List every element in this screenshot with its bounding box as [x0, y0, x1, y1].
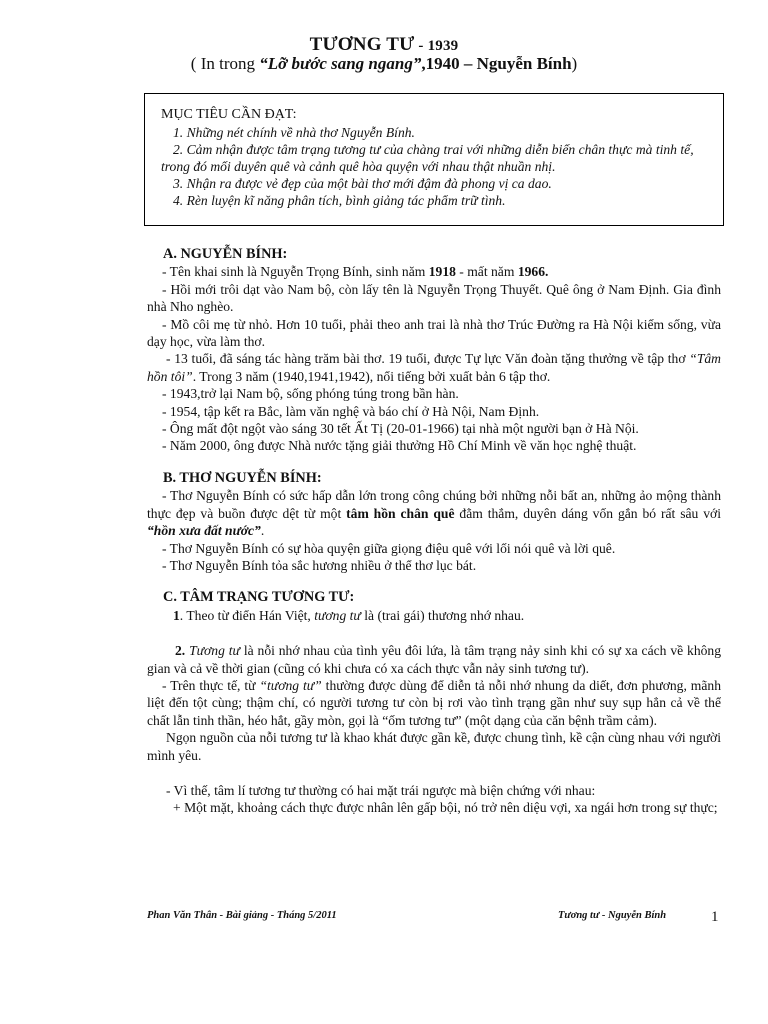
paragraph: - Năm 2000, ông được Nhà nước tặng giải thưởng Hồ Chí Minh về văn học nghệ thuật. [162, 438, 637, 454]
paragraph: - Thơ Nguyễn Bính tỏa sắc hương nhiều ở thể thơ lục bát. [162, 557, 477, 573]
footer-title: Tương tư - Nguyễn Bính [558, 910, 667, 921]
document-body [147, 246, 721, 817]
text-run: thường được dùng để diễn tả nỗi nhớ nhung da diết, đơn phương, mãnh liệt đến tột cùng; thậm chí, có người tương tư còn bị rơi vào tình trạng gần như suy sụp hẳn cả về thể chất lẫn tinh thần, héo hắt, gầy mòn, gọi là “ốm tương tư” (một dạng của căn bệnh trầm cảm). [147, 677, 722, 728]
italic-term: tương tư [314, 607, 361, 623]
paragraph: Ngọn nguồn của nỗi tương tư là khao khát được gần kề, được chung tình, kề cận cùng nhau với người mình yêu. [147, 730, 721, 763]
spacer [147, 574, 721, 589]
spacer [147, 764, 721, 782]
italic-term: Tương tư [185, 643, 240, 659]
text-run: là nỗi nhớ nhau của tình yêu đôi lứa, là tâm trạng nảy sinh khi có sự xa cách về không gian và cả về thời gian (cũng có khi chưa có xa cách thực vẫn nảy sinh tương tư). [147, 643, 722, 676]
text-run: - Trên thực tế, từ [162, 677, 260, 693]
title-text: TƯƠNG TƯ [309, 34, 415, 55]
italic-term: “tương tư” [259, 677, 322, 693]
bold-italic-phrase: “hồn xưa đất nước” [147, 523, 261, 539]
item-number: 2. [175, 643, 186, 659]
birth-year: 1918 [428, 264, 456, 280]
paragraph [147, 350, 721, 385]
text-run: . Trong 3 năm (1940,1941,1942), nổi tiếng bởi xuất bản 6 tập thơ. [192, 368, 551, 384]
footer-author: Phan Văn Thân - Bài giảng - Tháng 5/2011 [147, 910, 337, 921]
spacer [147, 455, 721, 470]
text-run: . Theo từ điển Hán Việt, [179, 607, 315, 623]
subtitle-book: “Lỡ bước sang ngang” [259, 54, 422, 73]
page-title [0, 34, 768, 56]
paragraph [147, 642, 721, 677]
subtitle-close: ) [571, 54, 578, 73]
page-subtitle [0, 54, 768, 74]
section-c-heading: C. TÂM TRẠNG TƯƠNG TƯ: [163, 589, 355, 606]
objective-item: 4. Rèn luyện kĩ năng phân tích, bình giảng tác phẩm trữ tình. [173, 193, 506, 208]
objective-item: 3. Nhận ra được vẻ đẹp của một bài thơ mới đậm đà phong vị ca dao. [173, 176, 552, 191]
paragraph [147, 677, 721, 729]
text-run: - Thơ Nguyễn Bính có sức hấp dẫn lớn trong công chúng bởi những nỗi bất an, những ảo mộng thành thực đẹp và buồn được dệt từ một [147, 488, 721, 521]
spacer [147, 624, 721, 642]
text-run: đằm thắm, duyên dáng vốn gắn bó rất sâu với [454, 505, 721, 521]
text-run: là (trai gái) thương nhớ nhau. [360, 607, 525, 623]
subtitle-tail: ,1940 – Nguyễn Bính [421, 54, 572, 73]
paragraph: - Ông mất đột ngột vào sáng 30 tết Ất Tị (20-01-1966) tại nhà một người bạn ở Hà Nội. [162, 421, 639, 437]
text-run: . [260, 523, 265, 539]
objectives-heading: MỤC TIÊU CẦN ĐẠT: [161, 107, 297, 122]
paragraph: - 1943,trở lại Nam bộ, sống phóng túng trong bần hàn. [162, 386, 459, 402]
section-b-heading: B. THƠ NGUYỄN BÍNH: [163, 469, 322, 486]
paragraph: - Mồ côi mẹ từ nhỏ. Hơn 10 tuổi, phải theo anh trai là nhà thơ Trúc Đường ra Hà Nội kiếm sống, vừa dạy học, vừa làm thơ. [147, 316, 721, 350]
text-run: - mất năm [455, 264, 518, 280]
paragraph: - 1954, tập kết ra Bắc, làm văn nghệ và báo chí ở Hà Nội, Nam Định. [162, 403, 540, 419]
book-title: “Tâm hồn tôi” [147, 351, 721, 384]
objectives-box [144, 93, 724, 226]
title-year: - 1939 [414, 38, 459, 54]
text-run: - 13 tuổi, đã sáng tác hàng trăm bài thơ. 19 tuổi, được Tự lực Văn đoàn tặng thưởng về tập thơ [166, 351, 690, 367]
paragraph: + Một mặt, khoảng cách thực được nhân lên gấp bội, nó trở nên diệu vợi, xa ngái hơn trong sự thực; [173, 800, 718, 816]
subtitle-prefix: ( In trong [190, 54, 260, 73]
paragraph: - Hồi mới trôi dạt vào Nam bộ, còn lấy tên là Nguyễn Trọng Thuyết. Quê ông ở Nam Định. Gia đình nhà Nho nghèo. [147, 281, 721, 315]
section-a-heading: A. NGUYỄN BÍNH: [163, 246, 288, 262]
paragraph [147, 263, 721, 280]
objective-item: 1. Những nét chính về nhà thơ Nguyễn Bính. [173, 125, 415, 140]
item-number: 1 [173, 607, 180, 623]
paragraph [147, 487, 721, 539]
paragraph [147, 607, 721, 624]
page-number: 1 [711, 909, 719, 925]
text-run: - Tên khai sinh là Nguyễn Trọng Bính, sinh năm [162, 264, 429, 280]
bold-phrase: tâm hồn chân quê [346, 505, 455, 521]
paragraph: - Thơ Nguyễn Bính có sự hòa quyện giữa giọng điệu quê với lối nói quê và lời quê. [162, 540, 616, 556]
paragraph: - Vì thế, tâm lí tương tư thường có hai mặt trái ngược mà biện chứng với nhau: [166, 782, 596, 798]
objective-item: 2. Cảm nhận được tâm trạng tương tư của chàng trai với những diễn biến chân thực mà tinh tế, trong đó mối duyên quê và cảnh quê hòa quyện với nhau thật nhuần nhị. [161, 142, 694, 174]
death-year: 1966. [517, 264, 549, 280]
